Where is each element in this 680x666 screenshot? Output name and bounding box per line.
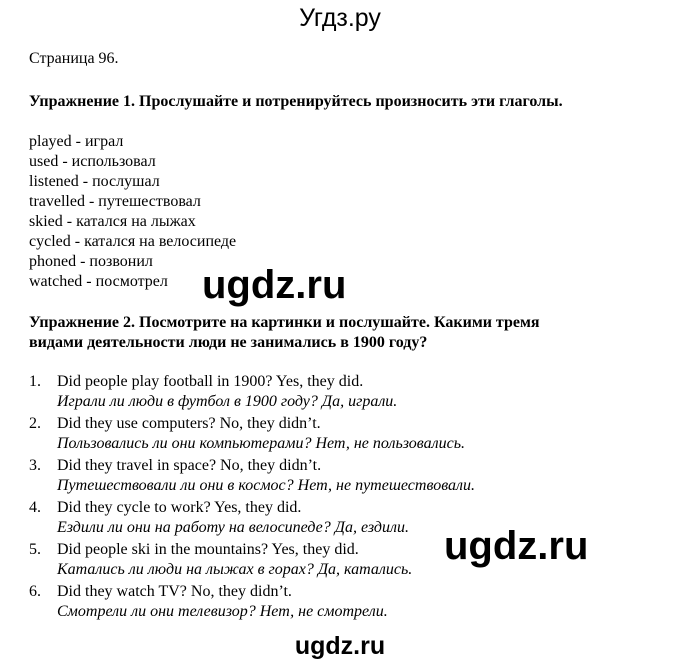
russian-translation: Путешествовали ли они в космос? Нет, не путешествовали. <box>57 477 475 494</box>
watermark: ugdz.ru <box>444 524 589 568</box>
russian-translation: Смотрели ли они телевизор? Нет, не смотрели. <box>57 603 388 620</box>
item-number: 3. <box>29 457 41 474</box>
verb-item: travelled - путешествовал <box>29 193 201 210</box>
exercise-2-heading: Упражнение 2. Посмотрите на картинки и послушайте. Какими тремя видами деятельности люди не занимались в 1900 году? <box>29 314 540 351</box>
verb-item: played - играл <box>29 133 124 150</box>
english-sentence: Did they watch TV? No, they didn’t. <box>57 583 292 600</box>
item-number: 4. <box>29 499 41 516</box>
verb-item: cycled - катался на велосипеде <box>29 233 237 250</box>
site-title: Угдз.ру <box>299 4 381 32</box>
verb-item: skied - катался на лыжах <box>29 213 196 230</box>
verb-item: phoned - позвонил <box>29 253 153 270</box>
item-number: 1. <box>29 373 41 390</box>
watermark: ugdz.ru <box>202 263 347 307</box>
item-number: 2. <box>29 415 41 432</box>
english-sentence: Did they cycle to work? Yes, they did. <box>57 499 302 516</box>
english-sentence: Did they travel in space? No, they didn’t. <box>57 457 322 474</box>
verb-item: watched - посмотрел <box>29 273 168 290</box>
russian-translation: Играли ли люди в футбол в 1900 году? Да, играли. <box>57 393 398 410</box>
item-number: 5. <box>29 541 41 558</box>
russian-translation: Ездили ли они на работу на велосипеде? Да, ездили. <box>57 519 409 536</box>
russian-translation: Пользовались ли они компьютерами? Нет, не пользовались. <box>57 435 465 452</box>
english-sentence: Did they use computers? No, they didn’t. <box>57 415 321 432</box>
russian-translation: Катались ли люди на лыжах в горах? Да, катались. <box>57 561 413 578</box>
item-number: 6. <box>29 583 41 600</box>
watermark: ugdz.ru <box>294 632 386 660</box>
verb-item: used - использовал <box>29 153 156 170</box>
english-sentence: Did people play football in 1900? Yes, they did. <box>57 373 364 390</box>
exercise-1-heading: Упражнение 1. Прослушайте и потренируйтесь произносить эти глаголы. <box>29 93 563 110</box>
page-number-label: Страница 96. <box>29 50 119 67</box>
english-sentence: Did people ski in the mountains? Yes, they did. <box>57 541 359 558</box>
verb-item: listened - послушал <box>29 173 160 190</box>
